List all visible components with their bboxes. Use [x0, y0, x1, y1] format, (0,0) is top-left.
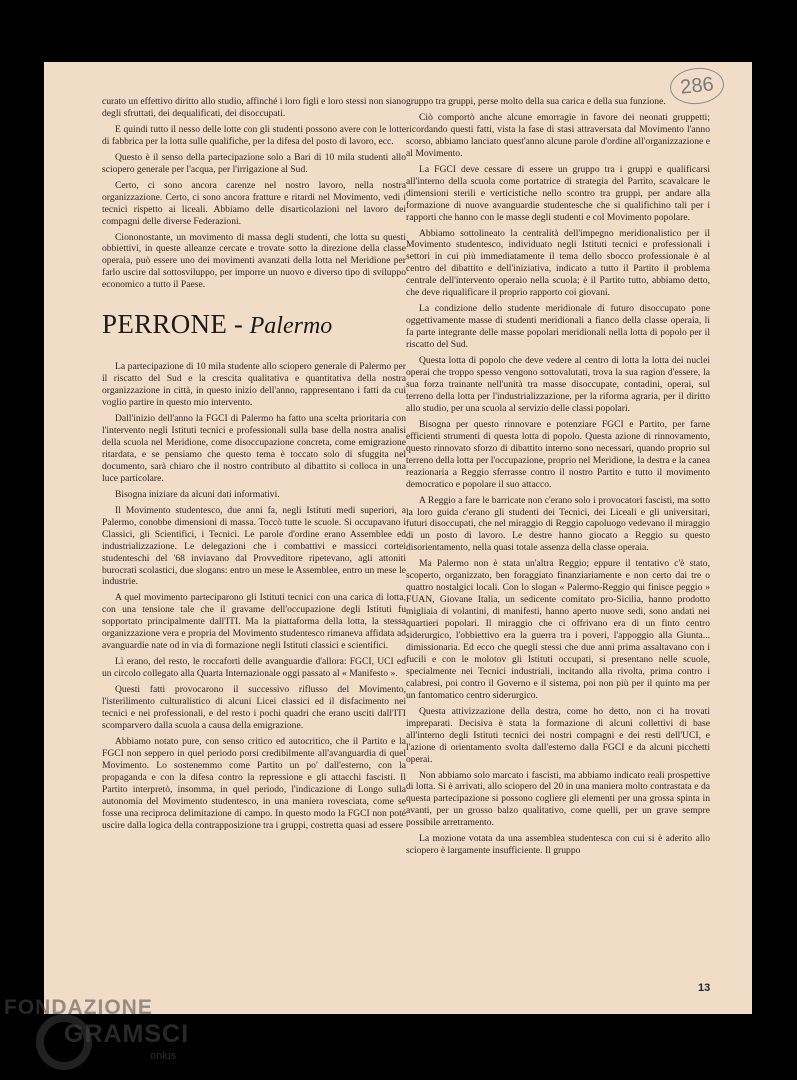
paragraph: E quindi tutto il nesso delle lotte con gli studenti possono avere con le lotte di fabbrica per la lotta sulle qualifiche, per la difesa del posto di lavoro, ecc. [102, 123, 406, 147]
paragraph: curato un effettivo diritto allo studio, affinché i loro figli e loro stessi non siano degli sfruttati, dei dequalificati, dei disoccupati. [102, 96, 406, 119]
heading-city: Palermo [249, 313, 333, 340]
paragraph: Questa lotta di popolo che deve vedere al centro di lotta la lotta dei nuclei operai che troppo spesso vengono sottovalutati, trova la sua ragion d'essere, la sua forza trainante nell'unità tra masse disoccupate, contadini, operai, sul terreno della lotta per l'industrializzazione, per la riforma agraria, per il diritto allo studio, per una scuola al servizio delle classi popolari. [406, 355, 710, 414]
paragraph: Il Movimento studentesco, due anni fa, negli Istituti medi superiori, a Palermo, conobbe dimensioni di massa. Toccò tutte le scuole. Si occupavano i Classici, gli Scientifici, i Tecnici. Le parole d'ordine erano Assemblee ed industrializzazione. Le delegazioni che i combattivi e massicci cortei studenteschi del '68 inviavano dal Provveditore ripetevano, agli attoniti burocrati scolastici, due slogans: entro un mese le Assemblee, entro un mese le industrie. [102, 504, 406, 588]
watermark-line-2: GRAMSCI [64, 1020, 190, 1048]
handwritten-folio-number: 286 [668, 65, 725, 106]
paragraph: Questo è il senso della partecipazione solo a Bari di 10 mila studenti allo sciopero generale per l'acqua, per l'irrigazione al Sud. [102, 151, 406, 175]
paragraph: Certo, ci sono ancora carenze nel nostro lavoro, nella nostra organizzazione. Certo, ci sono ancora fratture e ritardi nel Movimento, vedi i tecnici rispetto ai liceali. Abbiamo delle disarticolazioni nel lavoro dei compagni delle diverse Federazioni. [102, 179, 406, 227]
paragraph: Abbiamo sottolineato la centralità dell'impegno meridionalistico per il Movimento studentesco, individuato negli Istituti tecnici e professionali i settori in cui più immediatamente il tema dello sbocco professionale è al centro del dibattito e dell'iniziativa, indicato a tutto il Partito il problema centrale dell'intervento operaio nella scuola; è il Partito tutto, abbiamo detto, che deve riqualificare il proprio rapporto coi giovani. [406, 227, 710, 299]
paragraph: Dall'inizio dell'anno la FGCI di Palermo ha fatto una scelta prioritaria con l'intervento negli Istituti tecnici e professionali sulla base della nostra analisi della scuola nel Meridione, come disoccupazione concreta, come emigrazione ritardata, e se pensiamo che questo tema è toccato solo di sfuggita nel documento, sarà chiaro che il nostro contributo al dibattito si colloca in una luce particolare. [102, 413, 406, 484]
paragraph: La FGCI deve cessare di essere un gruppo tra i gruppi e qualificarsi all'interno della scuola come portatrice di strategia del Partito, scavalcare le dimensioni sterili e verticistiche nello scontro tra gruppi, per andare alla formazione di nuove avanguardie studentesche che si qualifichino tali per i rapporti che hanno con le masse degli studenti e col Movimento popolare. [406, 163, 710, 223]
section-heading [102, 309, 406, 340]
paragraph: Ciò comportò anche alcune emorragie in favore dei neonati gruppetti; ricordando questi fatti, vista la fase di stasi attraversata dal Movimento l'anno scorso, abbiamo lanciato quest'anno alcune parole d'ordine all'organizzazione e al Movimento. [406, 111, 710, 159]
page-number: 13 [698, 982, 711, 994]
document-page [44, 62, 752, 1014]
right-column [406, 96, 710, 861]
paragraph: A Reggio a fare le barricate non c'erano solo i provocatori fascisti, ma sotto la loro guida c'erano gli studenti dei Tecnici, dei Liceali e gli universitari, futuri disoccupati, che nel miraggio di Reggio capoluogo vedevano il miraggio di un posto di lavoro. Le destre hanno giocato a Reggio su questo disorientamento, nella quasi totale assenza della classe operaia. [406, 494, 710, 554]
paragraph: La condizione dello studente meridionale di futuro disoccupato pone oggettivamente masse di studenti meridionali a fianco della classe operaia, li fa parte integrante delle masse popolari meridionali nella lotta di popolo per il riscatto del Sud. [406, 303, 710, 351]
paragraph: Lì erano, del resto, le roccaforti delle avanguardie d'allora: FGCI, UCI ed un circolo collegato alla Quarta Internazionale oggi passato al « Manifesto ». [102, 656, 406, 680]
paragraph: Bisogna per questo rinnovare e potenziare FGCI e Partito, per farne efficienti strumenti di questa lotta di popolo. Questa azione di rinnovamento, questo rinnovato sforzo di dibattito interno sono necessari, quando proprio sul terreno della lotta per l'occupazione, proprio nel Meridione, la destra e la canea reazionaria a Reggio sferrasse contro il nostro Partito e tutto il movimento democratico e popolare il suo attacco. [406, 418, 710, 490]
paragraph: Questa attivizzazione della destra, come ho detto, non ci ha trovati impreparati. Decisiva è stata la formazione di alcuni collettivi di base all'interno degli Istituti tecnici dei nostri compagni e dei resti dell'UCI, e l'azione di orientamento svolta dall'esterno dalla FGCI e da alcuni picchetti operai. [406, 705, 710, 765]
heading-surname: PERRONE [102, 309, 228, 340]
paragraph: Ciononostante, un movimento di massa degli studenti, che lotta su questi obbiettivi, in queste alleanze cercate e trovate sotto la direzione della classe operaia, può essere uno dei movimenti avanzati della lotta nel Meridione per farlo uscire dal sottosviluppo, per imporre un nuovo e diverso tipo di sviluppo economico a tutto il Paese. [102, 231, 406, 291]
paragraph: gruppo tra gruppi, perse molto della sua carica e della sua funzione. [406, 96, 666, 107]
paragraph: A quel movimento parteciparono gli Istituti tecnici con una carica di lotta, con una tensione tale che il gravame dell'occupazione degli Istituti fu sopportato principalmente dall'ITI. Ma la piattaforma della lotta, la stessa organizzazione vera e propria del Movimento studentesco rimaneva affidata ad avanguardie nate od in via di formazione negli Istituti classici e scientifici. [102, 592, 406, 652]
paragraph: Abbiamo notato pure, con senso critico ed autocritico, che il Partito e la FGCI non seppero in quel periodo porsi credibilmente all'avanguardia di quel Movimento. Lo sostenemmo come Partito un po' dall'esterno, con la propaganda e con la difesa contro la repressione e gli attacchi fascisti. Il Partito interpretò, insomma, in quel periodo, l'indicazione di Longo sulla autonomia del Movimento studentesco, in una maniera rovesciata, come se fosse una reciproca delimitazione di campo. In questo modo la FGCI non poté uscire dalla logica della contrapposizione tra i gruppi, costretta quasi ad essere [102, 735, 406, 831]
paragraph: Questi fatti provocarono il successivo riflusso del Movimento, l'isterilimento culturalistico di alcuni Licei classici ed il disfacimento nei tecnici e nei professionali, e del resto i pochi quadri che erano usciti dall'ITI scomparvero dalla scuola a causa della emigrazione. [102, 684, 406, 731]
paragraph: La partecipazione di 10 mila studente allo sciopero generale di Palermo per il riscatto del Sud e la crescita qualitativa e quantitativa della nostra organizzazione in città, in questo inizio dell'anno, rappresentano i fatti da cui voglio partire in questo mio intervento. [102, 361, 406, 409]
paragraph: Ma Palermo non è stata un'altra Reggio; eppure il tentativo c'è stato, scoperto, organizzato, ben foraggiato finanziariamente e non certo dai tre o quattro nostalgici locali. Con lo slogan « Palermo-Reggio qui finisce peggio » FUAN, Giovane Italia, un sedicente comitato pro-Sicilia, hanno prodotto migliaia di volantini, di manifesti, hanno aperto nuove sedi, sono andati nei quartieri popolari. Il miraggio che ci offrivano era di un finto centro siderurgico, l'obbiettivo era la guerra tra i poveri, l'appoggio alla Giunta... dimissionaria. Ed ecco che quegli stessi che due anni prima assaltavano con i fucili e con le molotov gli Istituti occupati, si presentano nelle scuole, specialmente nei Tecnici industriali, incitando alla rivolta, prima contro i calabresi, poi contro il Governo e il sistema, poi non più per il quinto ma per un fantomatico centro siderurgico. [406, 558, 710, 701]
watermark-line-1: FONDAZIONE [4, 996, 153, 1019]
paragraph: La mozione votata da una assemblea studentesca con cui si è aderito allo sciopero è largamente insufficiente. Il gruppo [406, 833, 710, 857]
paragraph: Bisogna iniziare da alcuni dati informativi. [115, 488, 280, 500]
heading-dash: - [227, 309, 250, 340]
watermark-line-3: onlus [150, 1050, 177, 1062]
watermark-logo [0, 990, 230, 1070]
left-column [102, 96, 406, 836]
paragraph: Non abbiamo solo marcato i fascisti, ma abbiamo indicato reali prospettive di lotta. Si è arrivati, allo sciopero del 20 in una maniera molto contrastata e da questa partecipazione si possono cogliere gli elementi per una grossa spinta in avanti, per un grosso balzo qualitativo, come quelli, per un grave sempre possibile arretramento. [406, 769, 710, 829]
